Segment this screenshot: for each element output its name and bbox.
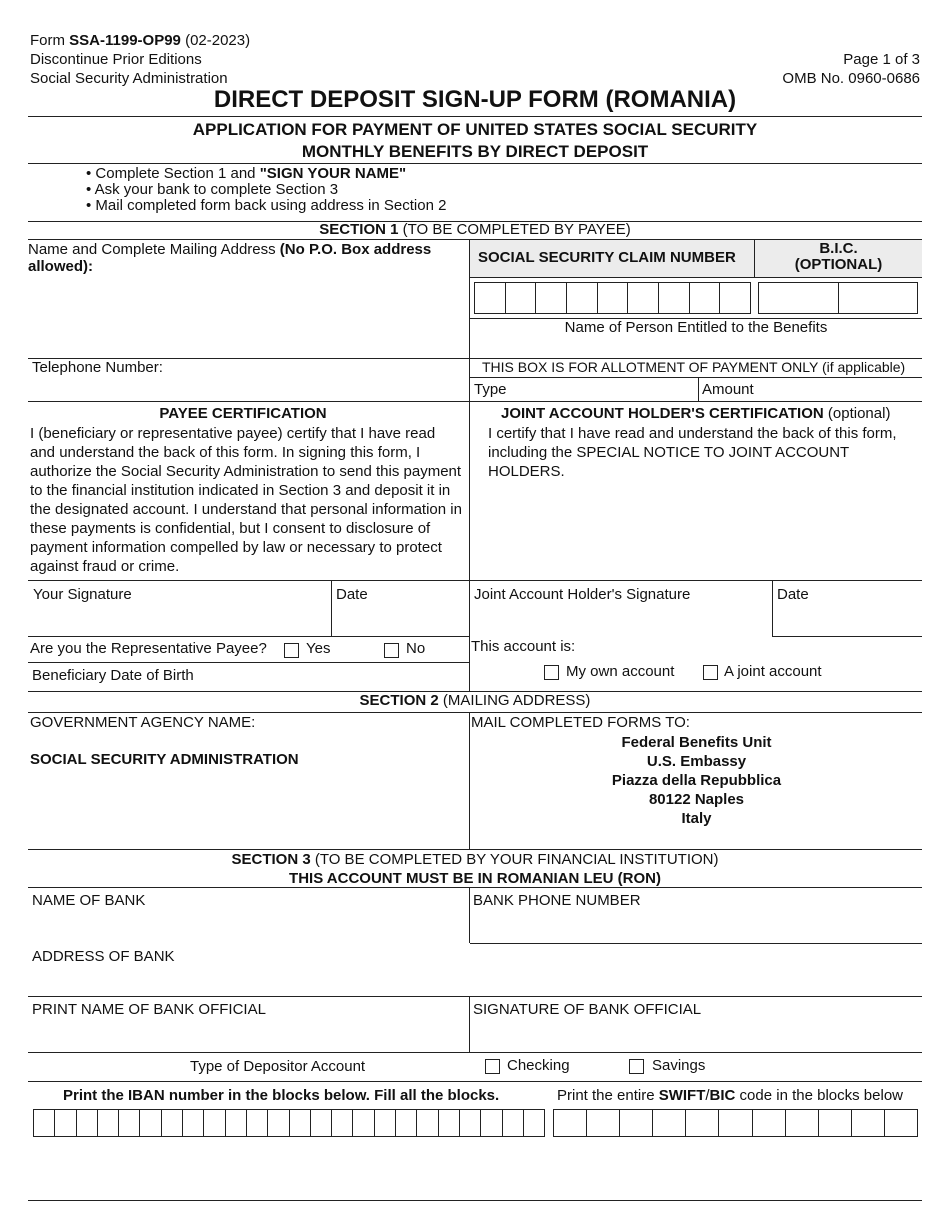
bic-label: B.I.C. (OPTIONAL) — [794, 240, 883, 273]
discontinue-note: Discontinue Prior Editions — [30, 51, 202, 68]
iban-instruction: Print the IBAN number in the blocks below. Fill all the blocks. — [63, 1087, 500, 1104]
address-line: Italy — [681, 810, 712, 827]
form-subtitle: APPLICATION FOR PAYMENT OF UNITED STATES SOCIAL SECURITY MONTHLY BENEFITS BY DIRECT DEPOSIT — [192, 120, 758, 161]
joint-date-field[interactable]: Date — [777, 586, 809, 603]
bank-official-name-field[interactable]: PRINT NAME OF BANK OFFICIAL — [32, 1001, 266, 1018]
joint-cert-text: I certify that I have read and understand the back of this form, including the SPECIAL NOTICE TO JOINT ACCOUNT HOLDERS. — [488, 425, 897, 480]
depositor-type-label: Type of Depositor Account — [190, 1058, 366, 1075]
joint-cert-title: JOINT ACCOUNT HOLDER'S CERTIFICATION (optional) — [501, 405, 891, 422]
person-entitled-label: Name of Person Entitled to the Benefits — [564, 319, 828, 336]
bank-name-field[interactable]: NAME OF BANK — [32, 892, 146, 909]
iban-boxes[interactable] — [33, 1109, 545, 1137]
joint-account-label: A joint account — [724, 663, 822, 680]
rep-payee-yes-label: Yes — [306, 640, 331, 657]
allotment-amount-field[interactable]: Amount — [702, 381, 754, 398]
your-signature-field[interactable]: Your Signature — [33, 586, 132, 603]
instruction-item: • Complete Section 1 and "SIGN YOUR NAME" — [86, 165, 407, 182]
rep-payee-yes-checkbox[interactable] — [284, 643, 299, 658]
telephone-label: Telephone Number: — [32, 359, 163, 376]
own-account-checkbox[interactable] — [544, 665, 559, 680]
address-line: Federal Benefits Unit — [621, 734, 772, 751]
currency-note: THIS ACCOUNT MUST BE IN ROMANIAN LEU (RON) — [289, 870, 661, 887]
joint-signature-field[interactable]: Joint Account Holder's Signature — [474, 586, 691, 603]
instructions-list — [86, 166, 446, 214]
beneficiary-dob-field[interactable]: Beneficiary Date of Birth — [32, 667, 194, 684]
swift-instruction: Print the entire SWIFT/BIC code in the blocks below — [557, 1087, 903, 1104]
allotment-label: THIS BOX IS FOR ALLOTMENT OF PAYMENT ONLY (if applicable) — [482, 359, 906, 375]
own-account-label: My own account — [566, 663, 675, 680]
page-number: Page 1 of 3 — [843, 51, 920, 68]
checking-label: Checking — [507, 1057, 570, 1074]
agency-name: Social Security Administration — [30, 70, 228, 87]
form-title: DIRECT DEPOSIT SIGN-UP FORM (ROMANIA) — [213, 86, 737, 113]
claim-number-label: SOCIAL SECURITY CLAIM NUMBER — [478, 249, 736, 266]
payee-cert-text: I (beneficiary or representative payee) certify that I have read and understand the back of this form. In signing this form, I authorize the Social Security Administration to send this payment to the financial institution indicated in Section 3 and deposit it in the designated account. I understand that personal information in these payments is confidential, but I consent to disclosure of payment information compelled by law or necessary to protect against fraud or crime. — [30, 425, 462, 575]
bic-boxes[interactable] — [758, 282, 918, 314]
joint-account-checkbox[interactable] — [703, 665, 718, 680]
agency-name-label: GOVERNMENT AGENCY NAME: — [30, 714, 256, 731]
section1-heading: SECTION 1 (TO BE COMPLETED BY PAYEE) — [319, 221, 631, 238]
savings-checkbox[interactable] — [629, 1059, 644, 1074]
mailing-address-label: Name and Complete Mailing Address (No P.O. Box address allowed): — [28, 241, 432, 275]
payee-date-field[interactable]: Date — [336, 586, 368, 603]
address-line: U.S. Embassy — [646, 753, 747, 770]
bank-address-field[interactable]: ADDRESS OF BANK — [32, 948, 175, 965]
form-header-right — [782, 50, 920, 88]
rep-payee-no-checkbox[interactable] — [384, 643, 399, 658]
form-header-left — [30, 31, 250, 88]
payee-cert-title: PAYEE CERTIFICATION — [159, 405, 327, 422]
agency-name-value: SOCIAL SECURITY ADMINISTRATION — [30, 751, 299, 768]
bank-phone-field[interactable]: BANK PHONE NUMBER — [473, 892, 641, 909]
bank-official-signature-field[interactable]: SIGNATURE OF BANK OFFICIAL — [473, 1001, 702, 1018]
claim-number-boxes[interactable] — [474, 282, 751, 314]
section3-heading: SECTION 3 (TO BE COMPLETED BY YOUR FINANCIAL INSTITUTION) THIS ACCOUNT MUST BE IN ROMANIAN LEU (RON) — [0, 850, 950, 888]
instruction-item: • Ask your bank to complete Section 3 — [86, 181, 339, 198]
savings-label: Savings — [652, 1057, 706, 1074]
omb-number: OMB No. 0960-0686 — [782, 70, 920, 87]
instruction-item: • Mail completed form back using address in Section 2 — [86, 197, 447, 214]
swift-boxes[interactable] — [553, 1109, 918, 1137]
allotment-type-field[interactable]: Type — [474, 381, 507, 398]
form-number: Form SSA-1199-OP99 (02-2023) — [30, 32, 251, 49]
address-line: 80122 Naples — [648, 791, 745, 808]
mailing-address-block — [470, 733, 923, 828]
account-type-label: This account is: — [471, 638, 576, 655]
rep-payee-question: Are you the Representative Payee? — [30, 640, 267, 657]
address-line: Piazza della Repubblica — [611, 772, 782, 789]
checking-checkbox[interactable] — [485, 1059, 500, 1074]
section2-heading: SECTION 2 (MAILING ADDRESS) — [359, 692, 591, 709]
rep-payee-no-label: No — [406, 640, 426, 657]
mail-to-label: MAIL COMPLETED FORMS TO: — [471, 714, 690, 731]
